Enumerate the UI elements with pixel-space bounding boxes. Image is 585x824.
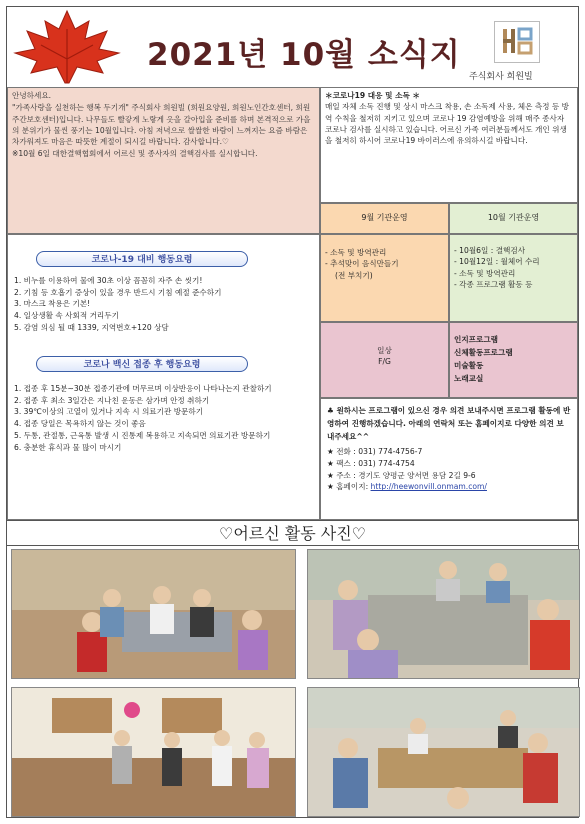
list-item: 5. 두통, 관절통, 근육통 발생 시 진통제 복용하고 지속되면 의료기관 방문하기 — [14, 430, 271, 440]
maple-leaf-icon — [11, 9, 123, 85]
vaccine-rules-list — [14, 383, 314, 453]
list-item: 2. 접종 후 최소 3일간은 지나친 운동은 삼가며 안정 취하기 — [14, 395, 210, 405]
contact-box — [320, 398, 578, 520]
list-item: 4. 일상생활 속 사회적 거리두기 — [14, 311, 119, 321]
rules-box — [7, 234, 320, 520]
list-item: - 10월12일 : 월체어 수리 — [454, 257, 540, 267]
list-item: - 각종 프로그램 활동 등 — [454, 279, 533, 289]
list-item: 인지프로그램 — [454, 335, 499, 344]
list-item: (전 부치기) — [335, 270, 373, 280]
list-item: 1. 비누를 이용하여 물에 30초 이상 꼼꼼히 자주 손 씻기! — [14, 276, 203, 285]
newsletter-page — [6, 6, 579, 818]
list-item: 4. 접종 당일은 목욕하지 않는 것이 좋음 — [14, 419, 146, 429]
activity-photo — [307, 687, 580, 817]
homepage-row — [327, 481, 571, 493]
daily-label: 일상 — [377, 346, 392, 355]
covid-rules-list — [14, 275, 314, 334]
october-activities — [449, 234, 578, 322]
list-item: 노래교실 — [454, 374, 484, 383]
covid-response-box — [320, 87, 578, 203]
homepage-link[interactable]: http://heewonvill.onmam.com/ — [370, 482, 487, 492]
photos-title: ♡어르신 활동 사진♡ — [7, 520, 578, 546]
address: ★ 주소 : 경기도 양평군 양서면 용담 2길 9-6 — [327, 470, 476, 480]
page-title: 2021년 10월 소식지 — [147, 37, 461, 73]
fax-number: ★ 팩스 : 031) 774-4754 — [327, 458, 415, 468]
list-item: 2. 기침 등 호흡기 증상이 있을 경우 반드시 기침 예절 준수하기 — [14, 287, 222, 297]
vaccine-rules-title: 코로나 백신 접종 후 행동요령 — [36, 356, 248, 372]
feedback-notice: ♣ 원하시는 프로그램이 있으신 경우 의견 보내주시면 프로그램 활동에 반영하여 진행하겠습니다. 아래의 연락처 또는 홈페이지로 다양한 의견 보내주세요^^ — [327, 406, 571, 441]
company-logo — [494, 21, 540, 63]
greeting-notice: ※10월 6일 대한결핵협회에서 어르신 및 종사자의 결핵검사를 실시합니다. — [12, 149, 258, 159]
greeting-line: "가족사랑을 실천하는 행복 두기개" 주식회사 희원빌 (희원요양원, 희원노인간호센터, 희원주간보호센터)입니다. 나무들도 빨갛게 노랗게 옷을 갈아입을 준비를 하며 본격적으로 가을의 분위기가 물씬 풍기는 10월입니다. 아침 저녁으로 쌀쌀한 바람이 느껴지는 요즘 바람은 차가워져도 마음은 따뜻한 계절이 되시길 바랍니다. 감사합니다.♡ — [12, 103, 311, 147]
activity-photo — [11, 687, 296, 817]
list-item: 1. 접종 후 15분~30분 접종기관에 머무르며 이상반응이 나타나는지 관찰하기 — [14, 384, 272, 393]
list-item: - 추석맞이 음식만들기 — [325, 259, 399, 269]
list-item: 3. 39℃이상의 고열이 있거나 지속 시 의료기관 방문하기 — [14, 407, 204, 417]
activity-photo — [307, 549, 580, 679]
list-item: 6. 충분한 휴식과 물 많이 마시기 — [14, 442, 122, 452]
covid-rules-title: 코로나-19 대비 행동요령 — [36, 251, 248, 267]
covid-response-heading: ＊코로나19 대응 및 소독 ＊ — [325, 91, 421, 100]
list-item: - 소독 및 방역관리 — [454, 268, 516, 278]
list-item: 신체활동프로그램 — [454, 348, 513, 357]
phone-number: ★ 전화 : 031) 774-4756-7 — [327, 447, 423, 456]
list-item: 5. 감염 의심 될 때 1339, 지역번호+120 상담 — [14, 322, 169, 332]
company-name: 주식회사 희원빌 — [469, 72, 533, 82]
activity-photo — [11, 549, 296, 679]
program-list — [449, 322, 578, 398]
list-item: 미술활동 — [454, 361, 484, 370]
fg-label: F/G — [378, 357, 391, 367]
covid-response-body: 매일 자체 소독 진행 및 상시 마스크 착용, 손 소독제 사용, 체온 측정 등 방역 수칙을 철저히 지키고 있으며 코로나 19 감염예방을 위해 매주 종사자 코로나 검사를 실시하고 있습니다. 어르신 가족 여러분들께서도 개인 위생을 철저히 하시어 코로나19 바이러스에 유의하시길 바랍니다. — [325, 102, 570, 146]
list-item: - 10월6일 : 결핵검사 — [454, 246, 526, 255]
september-header: 9월 기관운영 — [320, 203, 449, 234]
daily-fg-label — [320, 322, 449, 398]
greeting-box — [7, 87, 320, 234]
greeting-line: 안녕하세요. — [12, 91, 52, 100]
list-item: 3. 마스크 착용은 기본! — [14, 299, 91, 309]
list-item: - 소독 및 방역관리 — [325, 248, 387, 257]
header — [7, 7, 578, 88]
september-activities — [320, 234, 449, 322]
homepage-label: ★ 홈페이지: — [327, 482, 369, 492]
october-header: 10월 기관운영 — [449, 203, 578, 234]
